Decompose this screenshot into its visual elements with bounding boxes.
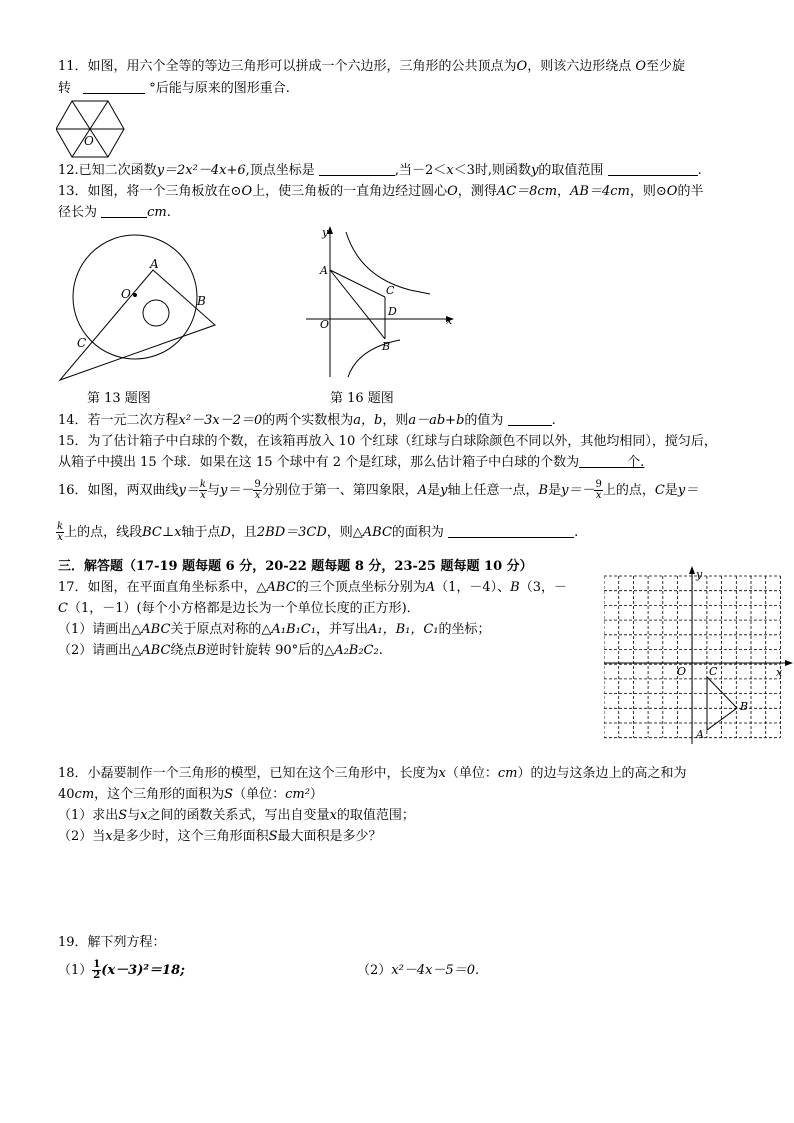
hexagon-center-label: O (84, 134, 94, 148)
fig16-label-o: O (320, 318, 330, 331)
q12-vertex-blank[interactable] (319, 162, 395, 176)
q17-part1: （1）请画出△ABC关于原点对称的△A₁B₁C₁，并写出A₁，B₁，C₁的坐标； (58, 622, 491, 637)
q15-line2: 从箱子中摸出 15 个球．如果在这 15 个球中有 2 个是红球，那么估计箱子中白球的个数为 个. (58, 455, 645, 470)
q17-line2: C（1，－1）(每个小方格都是边长为一个单位长度的正方形)． (58, 601, 420, 616)
q11-line1: 11．如图，用六个全等的等边三角形可以拼成一个六边形，三角形的公共顶点为O，则该六边形绕点 O至少旋 (58, 59, 686, 74)
q13-answer-blank[interactable] (101, 204, 147, 218)
grid-label-y: y (696, 568, 703, 581)
q15-answer-blank[interactable] (579, 454, 627, 468)
q17-line1: 17．如图，在平面直角坐标系中，△ABC的三个顶点坐标分别为A（1，－4）、B（3，－ (58, 580, 567, 595)
q16-answer-blank[interactable] (448, 524, 574, 538)
hexagon-figure (56, 99, 126, 159)
q19-part2: （2）x²－4x－5＝0. (357, 963, 480, 978)
grid-label-o: O (677, 665, 687, 678)
q15-line1: 15．为了估计箱子中白球的个数，在该箱再放入 10 个红球（红球与白球除颜色不同以外，其他均相同），搅匀后， (58, 434, 717, 449)
fig13-label-b: B (197, 294, 206, 308)
q12-line: 12.已知二次函数y＝2x²－4x+6,顶点坐标是 ,当－2＜x＜3时,则函数y的取值范围 . (58, 163, 702, 178)
q19-part1: （1） $\frac{1}{2}$ (x－3)²＝18; (58, 959, 185, 981)
q18-part1: （1）求出S与x之间的函数关系式，写出自变量x的取值范围； (58, 808, 415, 823)
grid-label-a: A (696, 728, 704, 741)
q12-range-blank[interactable] (608, 162, 698, 176)
q16-line2: $\frac{k}{x}$ 上的点，线段BC⊥x轴于点D，且2BD＝3CD，则△ABC的面积为 . (57, 521, 579, 543)
fig16-label-x: x (446, 314, 453, 327)
q18-line1: 18．小磊要制作一个三角形的模型，已知在这个三角形中，长度为x（单位：cm）的边与这条边上的高之和为 (58, 766, 687, 781)
q14-answer-blank[interactable] (508, 412, 552, 426)
fig16-label-c: C (386, 284, 395, 297)
section-3-heading: 三．解答题（17-19 题每题 6 分，20-22 题每题 8 分，23-25 题每题 10 分） (58, 559, 533, 574)
grid-label-b: B (740, 700, 749, 713)
grid-label-c: C (709, 665, 718, 678)
fig13-label-o: O (121, 287, 131, 301)
fig13-caption: 第 13 题图 (87, 391, 151, 406)
q14-line: 14．若一元二次方程x²－3x－2＝0的两个实数根为a，b，则a－ab+b的值为 . (58, 413, 556, 428)
q11-answer-blank[interactable] (83, 80, 145, 94)
q13-line1: 13．如图，将一个三角板放在⊙O上，使三角板的一直角边经过圆心O，测得AC＝8cm，AB＝4cm，则⊙O的半 (58, 184, 704, 199)
fig16-label-b: B (382, 340, 391, 353)
q16-line1: 16．如图，两双曲线y＝ $\frac{k}{x}$ 与y＝－ $\frac{9}{x}$ 分别位于第一、第四象限，A是y轴上任意一点，B是y＝－ $\frac{9}{x}$ 上的点，C是y＝ (58, 479, 699, 501)
fig16-label-y: y (322, 226, 329, 239)
fig16-label-a: A (320, 264, 328, 277)
q18-part2: （2）当x是多少时，这个三角形面积S最大面积是多少？ (58, 829, 382, 844)
q19-title: 19．解下列方程： (58, 935, 166, 950)
q18-line2: 40cm，这个三角形的面积为S（单位：cm²） (58, 787, 323, 802)
q11-line2: 转 °后能与原来的图形重合. (58, 81, 290, 96)
fig16-caption: 第 16 题图 (330, 391, 394, 406)
grid-label-x: x (776, 666, 783, 679)
figure-13 (55, 225, 235, 385)
q13-line2: 径长为 cm. (58, 205, 171, 220)
q17-part2: （2）请画出△ABC绕点B逆时针旋转 90°后的△A₂B₂C₂. (58, 643, 383, 658)
fig16-label-d: D (388, 305, 397, 318)
figure-16 (300, 222, 460, 382)
fig13-label-c: C (77, 336, 87, 350)
fig13-label-a: A (150, 257, 159, 271)
q17-coordinate-grid (604, 566, 794, 746)
